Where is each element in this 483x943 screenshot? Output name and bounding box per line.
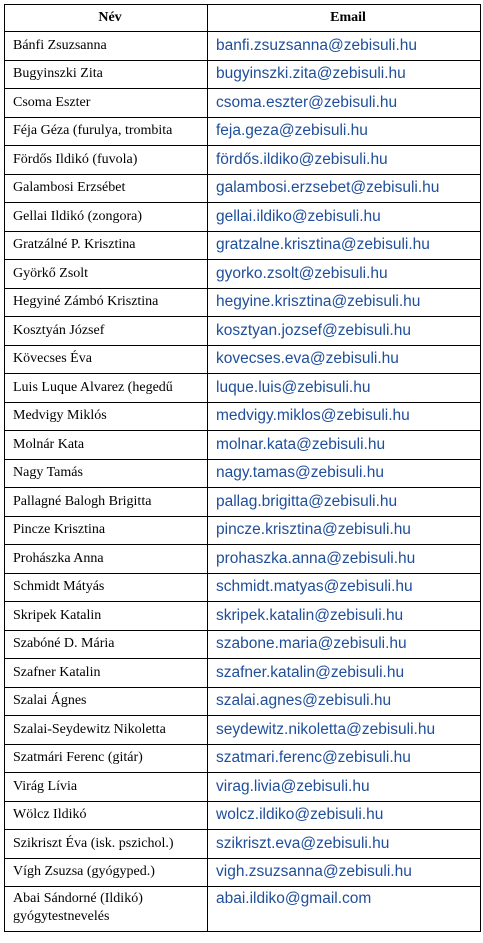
contact-email-cell bbox=[208, 858, 481, 887]
header-name: Név bbox=[5, 5, 208, 32]
contact-email-link[interactable]: fördős.ildiko@zebisuli.hu bbox=[216, 150, 388, 168]
table-row bbox=[5, 887, 481, 932]
contact-name: Szatmári Ferenc (gitár) bbox=[5, 744, 208, 773]
contact-name: Fördős Ildikó (fuvola) bbox=[5, 146, 208, 175]
contact-email-link[interactable]: prohaszka.anna@zebisuli.hu bbox=[216, 549, 416, 567]
contact-email-link[interactable]: pallag.brigitta@zebisuli.hu bbox=[216, 492, 398, 510]
table-row bbox=[5, 117, 481, 146]
contact-name: Molnár Kata bbox=[5, 431, 208, 460]
header-email: Email bbox=[208, 5, 481, 32]
contact-name: Hegyiné Zámbó Krisztina bbox=[5, 288, 208, 317]
contact-name: Schmidt Mátyás bbox=[5, 573, 208, 602]
contact-email-cell bbox=[208, 716, 481, 745]
contact-email-link[interactable]: gratzalne.krisztina@zebisuli.hu bbox=[216, 236, 430, 254]
contact-name: Vígh Zsuzsa (gyógyped.) bbox=[5, 858, 208, 887]
table-row bbox=[5, 89, 481, 118]
contact-email-link[interactable]: banfi.zsuzsanna@zebisuli.hu bbox=[216, 36, 417, 54]
table-row bbox=[5, 459, 481, 488]
contact-email-link[interactable]: schmidt.matyas@zebisuli.hu bbox=[216, 578, 413, 596]
contact-email-link[interactable]: skripek.katalin@zebisuli.hu bbox=[216, 606, 404, 624]
table-row bbox=[5, 345, 481, 374]
contact-email-link[interactable]: seydewitz.nikoletta@zebisuli.hu bbox=[216, 720, 436, 738]
table-row bbox=[5, 231, 481, 260]
contact-email-cell bbox=[208, 573, 481, 602]
contact-email-link[interactable]: medvigy.miklos@zebisuli.hu bbox=[216, 407, 410, 425]
contact-email-cell bbox=[208, 659, 481, 688]
contact-email-link[interactable]: virag.livia@zebisuli.hu bbox=[216, 777, 370, 795]
contact-name: Wölcz Ildikó bbox=[5, 801, 208, 830]
contacts-table bbox=[4, 4, 481, 932]
contact-email-link[interactable]: szatmari.ferenc@zebisuli.hu bbox=[216, 749, 411, 767]
contact-name: Szalai Ágnes bbox=[5, 687, 208, 716]
contact-email-cell bbox=[208, 687, 481, 716]
contact-email-cell bbox=[208, 260, 481, 289]
contact-name: Pallagné Balogh Brigitta bbox=[5, 488, 208, 517]
contact-email-link[interactable]: szikriszt.eva@zebisuli.hu bbox=[216, 834, 390, 852]
contact-email-cell bbox=[208, 146, 481, 175]
contact-email-link[interactable]: pincze.krisztina@zebisuli.hu bbox=[216, 521, 411, 539]
table-row bbox=[5, 602, 481, 631]
table-row bbox=[5, 545, 481, 574]
table-row bbox=[5, 402, 481, 431]
contact-email-link[interactable]: kovecses.eva@zebisuli.hu bbox=[216, 350, 399, 368]
table-row bbox=[5, 317, 481, 346]
contact-email-cell bbox=[208, 89, 481, 118]
table-body bbox=[5, 32, 481, 932]
contact-email-link[interactable]: abai.ildiko@gmail.com bbox=[216, 890, 372, 907]
table-row bbox=[5, 858, 481, 887]
table-row bbox=[5, 146, 481, 175]
table-row bbox=[5, 687, 481, 716]
table-row bbox=[5, 431, 481, 460]
header-row bbox=[5, 5, 481, 32]
contact-name: Kövecses Éva bbox=[5, 345, 208, 374]
contact-name: Szafner Katalin bbox=[5, 659, 208, 688]
table-row bbox=[5, 773, 481, 802]
table-row bbox=[5, 488, 481, 517]
contact-email-cell bbox=[208, 174, 481, 203]
contact-email-cell bbox=[208, 830, 481, 859]
table-row bbox=[5, 60, 481, 89]
contact-email-link[interactable]: szabone.maria@zebisuli.hu bbox=[216, 635, 407, 653]
contact-name: Pincze Krisztina bbox=[5, 516, 208, 545]
contact-email-link[interactable]: kosztyan.jozsef@zebisuli.hu bbox=[216, 321, 411, 339]
contact-email-cell bbox=[208, 117, 481, 146]
table-row bbox=[5, 801, 481, 830]
table-row bbox=[5, 203, 481, 232]
contact-email-cell bbox=[208, 60, 481, 89]
contact-name: Szabóné D. Mária bbox=[5, 630, 208, 659]
contact-email-cell bbox=[208, 431, 481, 460]
contact-email-cell bbox=[208, 488, 481, 517]
contact-name: Skripek Katalin bbox=[5, 602, 208, 631]
contact-name: Szalai-Seydewitz Nikoletta bbox=[5, 716, 208, 745]
contact-name: Prohászka Anna bbox=[5, 545, 208, 574]
contact-name: Bánfi Zsuzsanna bbox=[5, 32, 208, 61]
contact-email-link[interactable]: galambosi.erzsebet@zebisuli.hu bbox=[216, 179, 440, 197]
table-row bbox=[5, 716, 481, 745]
table-row bbox=[5, 174, 481, 203]
table-row bbox=[5, 744, 481, 773]
contact-email-cell bbox=[208, 773, 481, 802]
contact-name: Abai Sándorné (Ildikó) gyógytestnevelés bbox=[5, 887, 208, 932]
contact-name: Gratzálné P. Krisztina bbox=[5, 231, 208, 260]
contact-email-cell bbox=[208, 602, 481, 631]
contact-email-cell bbox=[208, 374, 481, 403]
table-row bbox=[5, 32, 481, 61]
contact-name: Féja Géza (furulya, trombita bbox=[5, 117, 208, 146]
contact-email-cell bbox=[208, 545, 481, 574]
table-row bbox=[5, 260, 481, 289]
contact-name: Bugyinszki Zita bbox=[5, 60, 208, 89]
contact-email-cell bbox=[208, 744, 481, 773]
contact-email-link[interactable]: szafner.katalin@zebisuli.hu bbox=[216, 663, 405, 681]
contact-email-link[interactable]: vigh.zsuzsanna@zebisuli.hu bbox=[216, 863, 412, 881]
contact-name: Kosztyán József bbox=[5, 317, 208, 346]
table-header bbox=[5, 5, 481, 32]
contact-email-link[interactable]: bugyinszki.zita@zebisuli.hu bbox=[216, 65, 406, 83]
table-row bbox=[5, 516, 481, 545]
contact-email-link[interactable]: nagy.tamas@zebisuli.hu bbox=[216, 464, 384, 482]
contact-email-link[interactable]: gellai.ildiko@zebisuli.hu bbox=[216, 207, 381, 225]
contact-email-link[interactable]: csoma.eszter@zebisuli.hu bbox=[216, 93, 398, 111]
table-row bbox=[5, 830, 481, 859]
contact-name: Csoma Eszter bbox=[5, 89, 208, 118]
table-row bbox=[5, 288, 481, 317]
contact-name: Nagy Tamás bbox=[5, 459, 208, 488]
contact-email-link[interactable]: gyorko.zsolt@zebisuli.hu bbox=[216, 264, 388, 282]
table-row bbox=[5, 659, 481, 688]
contact-name: Luis Luque Alvarez (hegedű bbox=[5, 374, 208, 403]
table-row bbox=[5, 630, 481, 659]
contact-name: Medvigy Miklós bbox=[5, 402, 208, 431]
contact-email-cell bbox=[208, 203, 481, 232]
contact-email-cell bbox=[208, 345, 481, 374]
contact-name: Virág Lívia bbox=[5, 773, 208, 802]
contact-email-cell bbox=[208, 231, 481, 260]
contact-email-cell bbox=[208, 887, 481, 932]
contact-email-cell bbox=[208, 288, 481, 317]
contact-email-cell bbox=[208, 516, 481, 545]
contact-email-cell bbox=[208, 801, 481, 830]
contact-email-link[interactable]: molnar.kata@zebisuli.hu bbox=[216, 435, 386, 453]
contact-email-link[interactable]: luque.luis@zebisuli.hu bbox=[216, 378, 371, 396]
contact-email-link[interactable]: hegyine.krisztina@zebisuli.hu bbox=[216, 293, 421, 311]
table-row bbox=[5, 573, 481, 602]
contact-email-cell bbox=[208, 630, 481, 659]
contact-name: Györkő Zsolt bbox=[5, 260, 208, 289]
contact-name: Szikriszt Éva (isk. pszichol.) bbox=[5, 830, 208, 859]
contact-name: Galambosi Erzsébet bbox=[5, 174, 208, 203]
contact-email-link[interactable]: feja.geza@zebisuli.hu bbox=[216, 122, 368, 140]
contact-email-cell bbox=[208, 32, 481, 61]
contact-email-link[interactable]: wolcz.ildiko@zebisuli.hu bbox=[216, 806, 384, 824]
contact-name: Gellai Ildikó (zongora) bbox=[5, 203, 208, 232]
contact-email-cell bbox=[208, 459, 481, 488]
contact-email-link[interactable]: szalai.agnes@zebisuli.hu bbox=[216, 692, 392, 710]
contact-email-cell bbox=[208, 402, 481, 431]
contact-email-cell bbox=[208, 317, 481, 346]
table-row bbox=[5, 374, 481, 403]
